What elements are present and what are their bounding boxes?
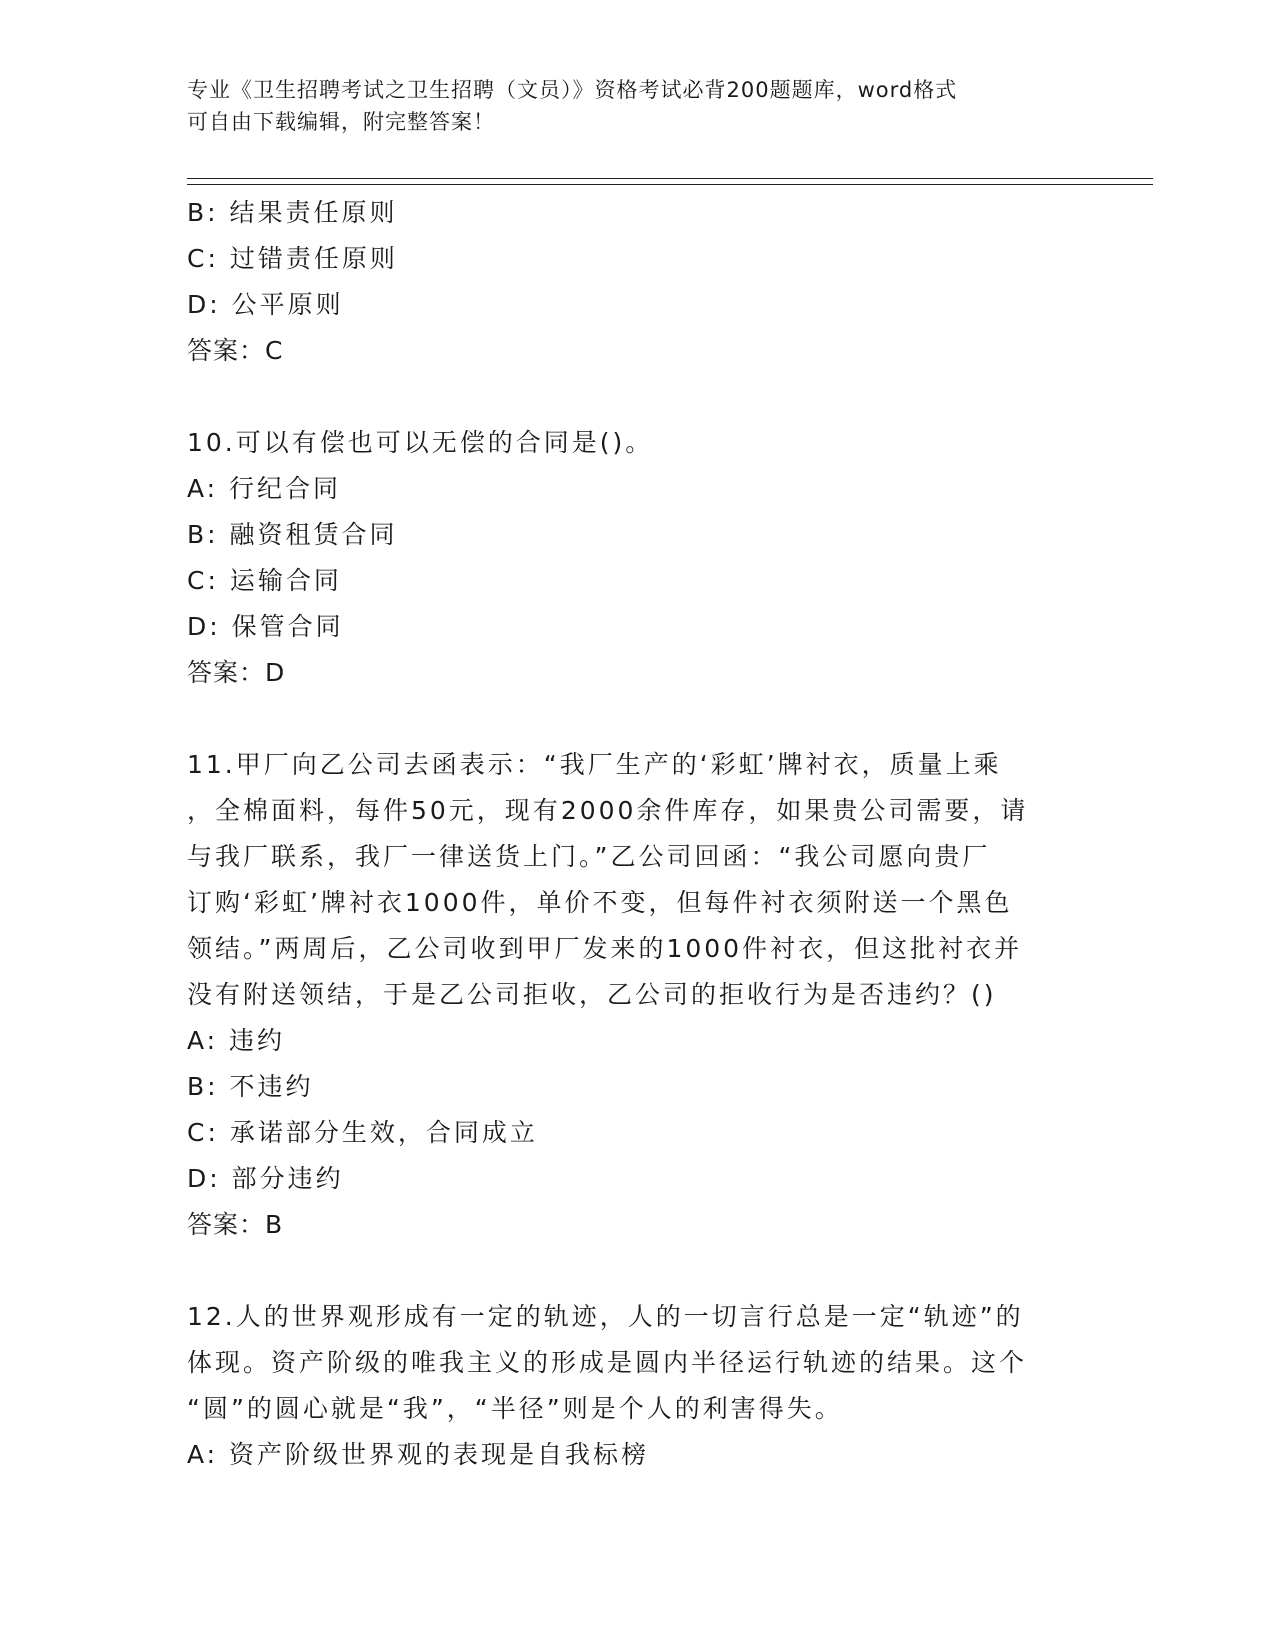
- spacer: [187, 374, 1087, 420]
- q10-option-a: A: 行纪合同: [187, 474, 342, 503]
- question-11: [187, 742, 1087, 1248]
- q11-option-a: A: 违约: [187, 1026, 286, 1055]
- q11-question-line: 11.甲厂向乙公司去函表示：“我厂生产的‘彩虹’牌衬衣，质量上乘: [187, 750, 1002, 779]
- q12-question-line: 12.人的世界观形成有一定的轨迹，人的一切言行总是一定“轨迹”的: [187, 1302, 1024, 1331]
- header-divider-top: [187, 178, 1153, 179]
- q12-question-line: 体现。资产阶级的唯我主义的形成是圆内半径运行轨迹的结果。这个: [187, 1348, 1028, 1377]
- header-divider-bottom: [187, 184, 1153, 185]
- q9-option-d: D: 公平原则: [187, 290, 344, 319]
- q11-question-line: 没有附送领结，于是乙公司拒收，乙公司的拒收行为是否违约？(): [187, 980, 997, 1009]
- header-line-2: 可自由下载编辑，附完整答案！: [187, 110, 495, 134]
- q10-question: 10.可以有偿也可以无偿的合同是()。: [187, 428, 654, 457]
- q10-answer: 答案：D: [187, 658, 286, 687]
- question-9: [187, 190, 1087, 374]
- question-12: [187, 1294, 1087, 1478]
- q11-question-line: 订购‘彩虹’牌衬衣1000件，单价不变，但每件衬衣须附送一个黑色: [187, 888, 1013, 917]
- header-line-1: 专业《卫生招聘考试之卫生招聘（文员）》资格考试必背200题题库，word格式: [187, 78, 958, 102]
- q11-question-line: 与我厂联系，我厂一律送货上门。”乙公司回函：“我公司愿向贵厂: [187, 842, 991, 871]
- q10-option-d: D: 保管合同: [187, 612, 344, 641]
- question-10: [187, 420, 1087, 696]
- q11-answer: 答案：B: [187, 1210, 284, 1239]
- question-list: [187, 190, 1087, 1478]
- q9-option-c: C: 过错责任原则: [187, 244, 398, 273]
- q11-option-b: B: 不违约: [187, 1072, 314, 1101]
- spacer: [187, 696, 1087, 742]
- q11-option-d: D: 部分违约: [187, 1164, 344, 1193]
- q11-question-line: ，全棉面料，每件50元，现有2000余件库存，如果贵公司需要，请: [187, 796, 1029, 825]
- q12-option-a: A: 资产阶级世界观的表现是自我标榜: [187, 1440, 650, 1469]
- q11-question-line: 领结。”两周后，乙公司收到甲厂发来的1000件衬衣，但这批衬衣并: [187, 934, 1023, 963]
- q10-option-b: B: 融资租赁合同: [187, 520, 398, 549]
- q10-option-c: C: 运输合同: [187, 566, 342, 595]
- q9-option-b: B: 结果责任原则: [187, 198, 398, 227]
- q9-answer: 答案：C: [187, 336, 284, 365]
- q11-option-c: C: 承诺部分生效，合同成立: [187, 1118, 538, 1147]
- spacer: [187, 1248, 1087, 1294]
- q12-question-line: “圆”的圆心就是“我”，“半径”则是个人的利害得失。: [187, 1394, 843, 1423]
- document-header: [187, 74, 1087, 138]
